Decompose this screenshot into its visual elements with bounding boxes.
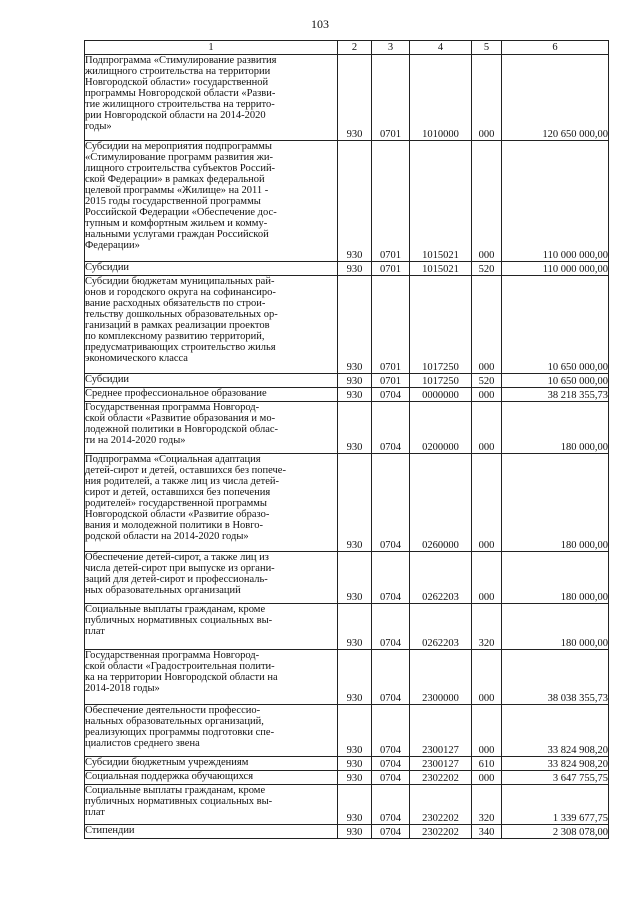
code-cell: 930 <box>338 141 372 262</box>
code-cell: 2302202 <box>410 825 472 839</box>
amount-cell: 33 824 908,20 <box>502 757 609 771</box>
table-row <box>85 276 609 374</box>
code-cell: 930 <box>338 650 372 705</box>
table-row <box>85 388 609 402</box>
code-cell: 1017250 <box>410 276 472 374</box>
code-cell: 610 <box>472 757 502 771</box>
row-name: Социальные выплаты гражданам, кроме публичных нормативных социальных вы- плат <box>85 785 338 825</box>
code-cell: 2302202 <box>410 771 472 785</box>
code-cell: 930 <box>338 454 372 552</box>
code-cell: 0704 <box>372 825 410 839</box>
code-cell: 0701 <box>372 55 410 141</box>
header-cell: 6 <box>502 41 609 55</box>
code-cell: 0701 <box>372 141 410 262</box>
code-cell: 000 <box>472 55 502 141</box>
row-name: Субсидии <box>85 262 338 276</box>
amount-cell: 38 038 355,73 <box>502 650 609 705</box>
code-cell: 000 <box>472 552 502 604</box>
row-name: Социальные выплаты гражданам, кроме публичных нормативных социальных вы- плат <box>85 604 338 650</box>
code-cell: 000 <box>472 454 502 552</box>
code-cell: 0701 <box>372 262 410 276</box>
code-cell: 000 <box>472 388 502 402</box>
table-row <box>85 757 609 771</box>
code-cell: 0200000 <box>410 402 472 454</box>
code-cell: 000 <box>472 705 502 757</box>
page-number: 103 <box>311 17 329 31</box>
amount-cell: 33 824 908,20 <box>502 705 609 757</box>
code-cell: 0260000 <box>410 454 472 552</box>
code-cell: 0262203 <box>410 604 472 650</box>
table-row <box>85 55 609 141</box>
header-cell: 4 <box>410 41 472 55</box>
row-name: Государственная программа Новгород- ской области «Развитие образования и мо- лодежной политики в Новгородской облас- ти на 2014-2020 годы» <box>85 402 338 454</box>
header-cell: 1 <box>85 41 338 55</box>
table-row <box>85 454 609 552</box>
amount-cell: 180 000,00 <box>502 402 609 454</box>
code-cell: 320 <box>472 785 502 825</box>
code-cell: 930 <box>338 276 372 374</box>
code-cell: 520 <box>472 374 502 388</box>
amount-cell: 110 000 000,00 <box>502 141 609 262</box>
code-cell: 0262203 <box>410 552 472 604</box>
row-name: Стипендии <box>85 825 338 839</box>
code-cell: 930 <box>338 55 372 141</box>
code-cell: 0704 <box>372 650 410 705</box>
code-cell: 930 <box>338 785 372 825</box>
code-cell: 2302202 <box>410 785 472 825</box>
table-row <box>85 771 609 785</box>
table-row <box>85 825 609 839</box>
header-cell: 2 <box>338 41 372 55</box>
amount-cell: 1 339 677,75 <box>502 785 609 825</box>
table-row <box>85 402 609 454</box>
table-row <box>85 705 609 757</box>
code-cell: 2300127 <box>410 705 472 757</box>
code-cell: 000 <box>472 402 502 454</box>
row-name: Субсидии бюджетам муниципальных рай- онов и городского округа на софинансиро- вание расходных обязательств по строи- тельству дошкольных образовательных ор- ганизаций в рамках реализации проектов по комплексному развитию территорий, предусматривающих строительство жилья экономического класса <box>85 276 338 374</box>
amount-cell: 180 000,00 <box>502 454 609 552</box>
code-cell: 520 <box>472 262 502 276</box>
row-name: Субсидии бюджетным учреждениям <box>85 757 338 771</box>
code-cell: 0704 <box>372 757 410 771</box>
code-cell: 930 <box>338 388 372 402</box>
budget-table <box>84 40 609 839</box>
code-cell: 0704 <box>372 705 410 757</box>
code-cell: 0704 <box>372 454 410 552</box>
table-row <box>85 785 609 825</box>
table-row <box>85 650 609 705</box>
code-cell: 000 <box>472 650 502 705</box>
row-name: Субсидии <box>85 374 338 388</box>
code-cell: 340 <box>472 825 502 839</box>
code-cell: 1010000 <box>410 55 472 141</box>
amount-cell: 10 650 000,00 <box>502 374 609 388</box>
code-cell: 0704 <box>372 552 410 604</box>
code-cell: 0704 <box>372 785 410 825</box>
code-cell: 930 <box>338 374 372 388</box>
code-cell: 000 <box>472 141 502 262</box>
table-row <box>85 262 609 276</box>
code-cell: 930 <box>338 604 372 650</box>
code-cell: 930 <box>338 552 372 604</box>
code-cell: 320 <box>472 604 502 650</box>
code-cell: 930 <box>338 705 372 757</box>
table-row <box>85 552 609 604</box>
header-cell: 5 <box>472 41 502 55</box>
code-cell: 930 <box>338 771 372 785</box>
code-cell: 1015021 <box>410 141 472 262</box>
code-cell: 0701 <box>372 374 410 388</box>
table-row <box>85 604 609 650</box>
amount-cell: 180 000,00 <box>502 604 609 650</box>
code-cell: 0704 <box>372 771 410 785</box>
row-name: Подпрограмма «Социальная адаптация детей-сирот и детей, оставшихся без попече- ния родителей, а также лиц из числа детей- сирот и детей, оставшихся без попечения родителей» государственной программы Новгородской области «Развитие образо- вания и молодежной политики в Новго- родской области на 2014-2020 годы» <box>85 454 338 552</box>
amount-cell: 3 647 755,75 <box>502 771 609 785</box>
code-cell: 930 <box>338 757 372 771</box>
amount-cell: 120 650 000,00 <box>502 55 609 141</box>
row-name: Подпрограмма «Стимулирование развития жилищного строительства на территории Новгородской области» государственной программы Новгородской области «Разви- тие жилищного строительства на террито- рии Новгородской области на 2014-2020 годы» <box>85 55 338 141</box>
header-cell: 3 <box>372 41 410 55</box>
row-name: Обеспечение деятельности профессио- нальных образовательных организаций, реализующих программы подготовки спе- циалистов среднего звена <box>85 705 338 757</box>
code-cell: 0701 <box>372 276 410 374</box>
code-cell: 0704 <box>372 388 410 402</box>
amount-cell: 110 000 000,00 <box>502 262 609 276</box>
row-name: Субсидии на мероприятия подпрограммы «Стимулирование программ развития жи- лищного строительства субъектов Россий- ской Федерации» в рамках федеральной целевой программы «Жилище» на 2011 - 2015 годы государственной программы Российской Федерации «Обеспечение дос- тупным и комфортным жильем и комму- нальными услугами граждан Российской Федерации» <box>85 141 338 262</box>
code-cell: 0704 <box>372 402 410 454</box>
row-name: Обеспечение детей-сирот, а также лиц из числа детей-сирот при выпуске из органи- заций для детей-сирот и профессиональ- ных образовательных организаций <box>85 552 338 604</box>
code-cell: 2300127 <box>410 757 472 771</box>
code-cell: 930 <box>338 262 372 276</box>
amount-cell: 2 308 078,00 <box>502 825 609 839</box>
code-cell: 2300000 <box>410 650 472 705</box>
table-row <box>85 374 609 388</box>
table-header-row <box>85 41 609 55</box>
row-name: Среднее профессиональное образование <box>85 388 338 402</box>
code-cell: 930 <box>338 825 372 839</box>
table-row <box>85 141 609 262</box>
row-name: Государственная программа Новгород- ской области «Градостроительная полити- ка на территории Новгородской области на 2014-2018 годы» <box>85 650 338 705</box>
amount-cell: 38 218 355,73 <box>502 388 609 402</box>
code-cell: 000 <box>472 771 502 785</box>
amount-cell: 180 000,00 <box>502 552 609 604</box>
amount-cell: 10 650 000,00 <box>502 276 609 374</box>
code-cell: 0704 <box>372 604 410 650</box>
code-cell: 1017250 <box>410 374 472 388</box>
code-cell: 000 <box>472 276 502 374</box>
code-cell: 0000000 <box>410 388 472 402</box>
code-cell: 930 <box>338 402 372 454</box>
row-name: Социальная поддержка обучающихся <box>85 771 338 785</box>
code-cell: 1015021 <box>410 262 472 276</box>
